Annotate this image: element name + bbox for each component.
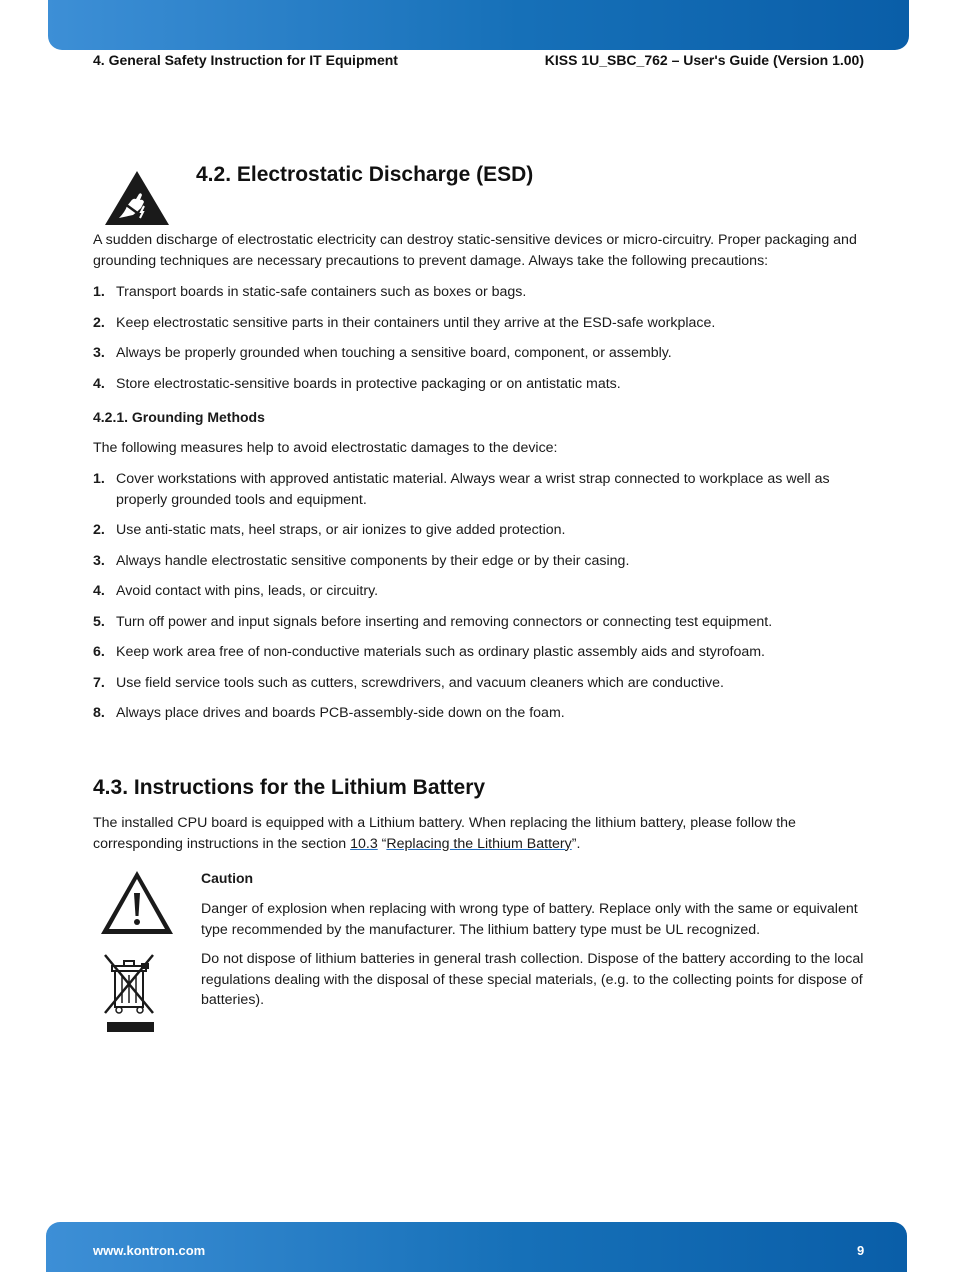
page-number: 9 [857, 1243, 865, 1258]
list-number: 6. [93, 644, 105, 660]
list-number: 3. [93, 552, 105, 569]
list-text: Avoid contact with pins, leads, or circuitry. [116, 583, 379, 599]
list-item [93, 520, 863, 541]
list-item [93, 703, 863, 724]
header-chapter: 4. General Safety Instruction for IT Equipment [93, 52, 398, 68]
section-reference-link[interactable]: 10.3 [350, 835, 378, 852]
list-text: Always be properly grounded when touching a sensitive board, component, or assembly. [116, 345, 672, 361]
subsection-title-grounding: 4.2.1. Grounding Methods [93, 409, 265, 425]
list-number: 8. [93, 705, 105, 721]
list-item [93, 469, 863, 510]
list-item [93, 313, 863, 334]
section-title-esd: 4.2. Electrostatic Discharge (ESD) [196, 163, 534, 186]
crossed-bin-icon [101, 951, 159, 1040]
list-text: Always place drives and boards PCB-assembly-side down on the foam. [116, 705, 565, 721]
caution-title: Caution [201, 870, 254, 886]
list-item [93, 282, 863, 303]
quote-close: ”. [571, 835, 581, 852]
footer-website: www.kontron.com [93, 1243, 206, 1258]
header-bar [48, 0, 909, 50]
list-text: Keep electrostatic sensitive parts in their containers until they arrive at the ESD-safe workplace. [116, 314, 716, 331]
esd-warning-icon [103, 168, 171, 233]
list-text: Use anti-static mats, heel straps, or air ionizes to give added protection. [116, 522, 566, 538]
list-text: Store electrostatic-sensitive boards in protective packaging or on antistatic mats. [116, 375, 621, 392]
list-number: 4. [93, 583, 105, 599]
list-text: Turn off power and input signals before inserting and removing connectors or connecting test equipment. [116, 613, 773, 630]
quote-open: “ [377, 835, 387, 852]
warning-triangle-icon [99, 869, 175, 942]
section-title-battery: 4.3. Instructions for the Lithium Battery [93, 776, 486, 799]
list-number: 5. [93, 613, 105, 630]
list-number: 1. [93, 284, 105, 300]
list-item [93, 581, 863, 602]
section-title-link[interactable]: Replacing the Lithium Battery [386, 835, 572, 852]
battery-intro [93, 813, 863, 854]
list-number: 2. [93, 522, 105, 538]
list-number: 4. [93, 375, 105, 392]
list-text: Keep work area free of non-conductive materials such as ordinary plastic assembly aids and styrofoam. [116, 644, 765, 660]
list-number: 1. [93, 471, 105, 487]
list-number: 3. [93, 345, 105, 361]
caution-text-disposal: Do not dispose of lithium batteries in general trash collection. Dispose of the battery according to the local regulations dealing with the disposal of these special materials, (e.g. to the collecting points for dispose of batteries). [201, 951, 864, 1008]
list-text: Always handle electrostatic sensitive components by their edge or by their casing. [116, 552, 630, 569]
esd-intro: A sudden discharge of electrostatic electricity can destroy static-sensitive devices or micro-circuitry. Proper packaging and grounding techniques are necessary precautions to prevent damage. Always take the following precautions: [93, 232, 857, 269]
esd-precautions-list [93, 282, 863, 404]
list-number: 7. [93, 674, 105, 691]
list-item [93, 374, 863, 395]
list-item [93, 673, 863, 694]
header-document-title: KISS 1U_SBC_762 – User's Guide (Version 1.00) [544, 52, 864, 68]
list-item [93, 612, 863, 633]
grounding-methods-list [93, 469, 863, 734]
list-item [93, 642, 863, 663]
list-text: Use field service tools such as cutters, screwdrivers, and vacuum cleaners which are conductive. [116, 674, 724, 691]
battery-intro-text: The installed CPU board is equipped with a Lithium battery. When replacing the lithium battery, please follow the corresponding instructions in the section [93, 815, 796, 852]
list-item [93, 551, 863, 572]
grounding-intro: The following measures help to avoid electrostatic damages to the device: [93, 440, 558, 456]
list-text: Transport boards in static-safe containers such as boxes or bags. [116, 284, 527, 300]
list-number: 2. [93, 314, 105, 331]
list-text: Cover workstations with approved antistatic material. Always wear a wrist strap connected to workplace as well as properly grounded tools and equipment. [116, 471, 830, 508]
caution-text-explosion: Danger of explosion when replacing with wrong type of battery. Replace only with the same or equivalent type recommended by the manufacturer. The lithium battery type must be UL recognized. [201, 901, 858, 938]
list-item [93, 343, 863, 364]
